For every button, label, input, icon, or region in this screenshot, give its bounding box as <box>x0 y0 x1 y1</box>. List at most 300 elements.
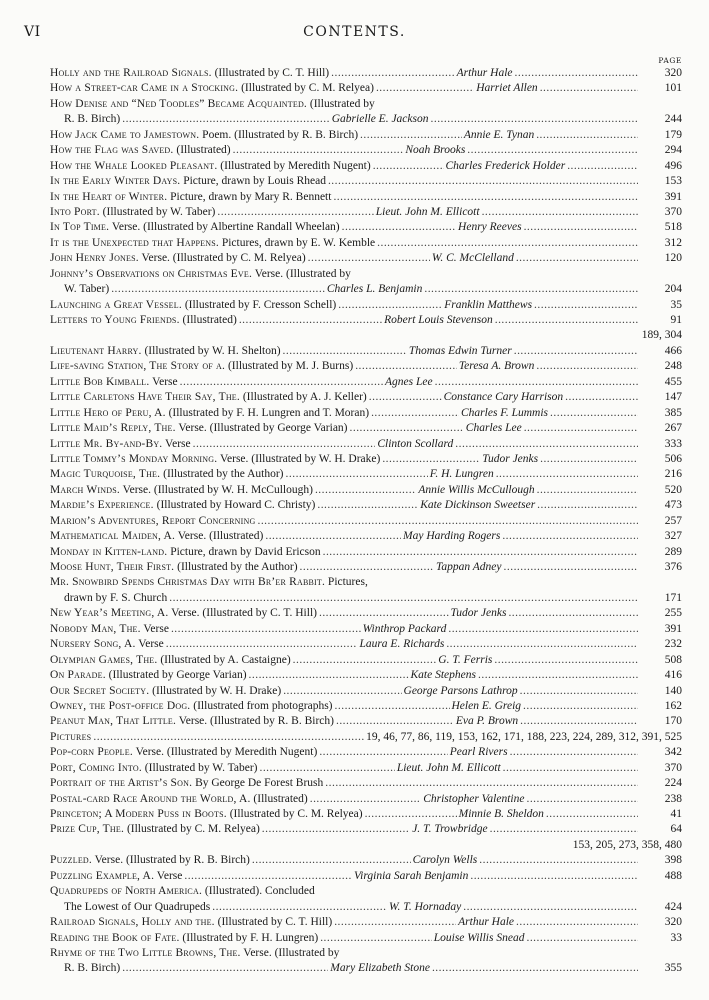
toc-entry <box>50 313 682 344</box>
entry-line <box>50 776 682 791</box>
entry-line <box>50 853 682 868</box>
entry-title: Little Bob Kimball. <box>50 375 150 388</box>
entry-line <box>50 406 682 421</box>
entry-title-wrap <box>50 545 321 560</box>
dot-leader <box>338 298 442 313</box>
entry-description-cont: drawn by F. S. Church <box>64 591 168 604</box>
entry-title: Little Mr. By-and-By. <box>50 437 163 450</box>
entry-description: Verse <box>162 437 191 450</box>
entry-page: 267 <box>664 422 682 435</box>
entry-title-wrap <box>50 498 315 513</box>
entry-page: 33 <box>670 931 682 944</box>
dot-leader <box>336 714 454 729</box>
toc-entry <box>50 359 682 374</box>
entry-title: Railroad Signals, Holly and the. <box>50 916 215 929</box>
entry-author: Tappan Adney <box>436 561 502 573</box>
entry-description: (Illustrated by F. Cresson Schell) <box>181 298 337 311</box>
entry-title-wrap <box>50 622 169 637</box>
entry-author: Virginia Sarah Benjamin <box>354 869 469 882</box>
entry-author: Charles Lee <box>465 422 522 435</box>
toc-entry <box>50 421 682 436</box>
toc-entry <box>50 869 682 884</box>
dot-leader <box>300 560 434 575</box>
entry-title: How Jack Came to Jamestown. <box>50 128 200 141</box>
dot-leader <box>262 822 410 837</box>
entry-page: 506 <box>664 452 682 465</box>
entry-title: Little Carletons Have Their Say, The. <box>50 391 240 404</box>
entry-title: Owney, the Post-office Dog. <box>50 699 191 712</box>
entry-line <box>50 97 682 112</box>
toc-entry <box>50 498 682 513</box>
entry-page: 147 <box>664 391 682 404</box>
dot-leader <box>432 961 638 976</box>
entry-author: Carolyn Wells <box>412 854 478 867</box>
entry-page: 473 <box>664 499 682 512</box>
entry-page: 455 <box>664 375 682 388</box>
dot-leader <box>169 591 638 606</box>
entry-title-wrap <box>50 745 317 760</box>
entry-title-wrap <box>50 714 334 729</box>
entry-description: (Illustrated by <box>307 97 375 110</box>
entry-author: Charles F. Lummis <box>461 406 549 419</box>
entry-author: Charles Frederick Holder <box>445 159 566 172</box>
entry-title-wrap <box>50 143 231 158</box>
entry-page: 398 <box>664 854 682 867</box>
entry-title: Lieutenant Harry. <box>50 344 142 357</box>
entry-description: (Illustrated from photographs) <box>190 699 333 712</box>
toc-entry <box>50 174 682 189</box>
dot-leader <box>334 915 456 930</box>
entry-line <box>50 282 682 297</box>
entry-title: Our Secret Society. <box>50 684 150 697</box>
entry-description-cont: R. B. Birch) <box>64 962 121 975</box>
dot-leader <box>504 560 638 575</box>
toc-entry <box>50 853 682 868</box>
entry-author: Minnie B. Sheldon <box>458 808 544 820</box>
entry-title: Port, Coming Into. <box>50 761 142 774</box>
entry-title-wrap <box>50 637 164 652</box>
entry-author: Gabrielle E. Jackson <box>331 113 429 126</box>
entry-title: Prize Cup, The. <box>50 823 125 836</box>
dot-leader <box>520 684 638 699</box>
entry-title: Quadrupeds of North America. <box>50 885 203 898</box>
entry-author: J. T. Trowbridge <box>412 823 488 836</box>
dot-leader <box>111 282 325 297</box>
dot-leader <box>171 622 361 637</box>
entry-author: Christopher Valentine <box>423 792 525 805</box>
toc-entry <box>50 66 682 81</box>
entry-title: Pop-corn People. <box>50 746 133 759</box>
entry-extra-pages-line <box>50 838 682 853</box>
toc-entry <box>50 236 682 251</box>
entry-description: Picture, drawn by Mary R. Bennett <box>167 190 332 203</box>
entry-title-wrap <box>50 575 368 590</box>
entry-page: 391 <box>664 190 682 203</box>
entry-description: Verse <box>135 638 164 651</box>
dot-leader <box>467 143 638 158</box>
entry-page: 289 <box>664 545 682 558</box>
toc-entry <box>50 375 682 390</box>
entry-author: Franklin Matthews <box>444 298 533 311</box>
entry-description: Verse. (Illustrated by George Varian) <box>175 422 348 435</box>
entry-title-wrap <box>50 807 363 822</box>
entry-author: Arthur Hale <box>456 67 513 79</box>
entry-description: (Illustrated by W. Taber) <box>99 205 216 218</box>
entry-line <box>50 390 682 405</box>
entry-title-wrap <box>50 606 317 621</box>
dot-leader <box>193 437 376 452</box>
dot-leader <box>342 220 456 235</box>
entry-title-wrap <box>50 776 323 791</box>
toc-entry <box>50 915 682 930</box>
entry-page: 35 <box>670 298 682 311</box>
entry-line <box>50 205 682 220</box>
entry-title-wrap <box>50 313 237 328</box>
entry-description: Verse <box>140 622 169 635</box>
entry-line <box>50 869 682 884</box>
dot-leader <box>463 900 638 915</box>
entry-page: 153 <box>664 175 682 188</box>
entry-page: 355 <box>664 962 682 975</box>
dot-leader <box>369 390 442 405</box>
entry-page: 391 <box>664 622 682 635</box>
page-column-label: PAGE <box>658 56 682 65</box>
entry-line <box>50 545 682 560</box>
entry-page: 327 <box>664 530 682 543</box>
entry-title: Pictures <box>50 730 92 743</box>
entry-line <box>50 946 682 961</box>
entry-line <box>50 514 682 529</box>
entry-title: In Top Time. <box>50 221 110 234</box>
dot-leader <box>180 375 383 390</box>
entry-line <box>50 884 682 899</box>
entry-author: Kate Stephens <box>410 669 476 682</box>
entry-title-wrap <box>50 869 182 884</box>
toc-entry <box>50 205 682 220</box>
dot-leader <box>377 236 638 251</box>
entry-author: Harriet Allen <box>476 82 538 95</box>
entry-author: Clinton Scollard <box>377 437 454 450</box>
entry-page: 424 <box>664 900 682 913</box>
toc-entry <box>50 807 682 822</box>
dot-leader <box>526 931 638 946</box>
entry-page: 162 <box>664 699 682 712</box>
entry-page: 294 <box>664 144 682 157</box>
entry-description: Verse. (Illustrated by <box>240 946 340 959</box>
entry-description: Picture, drawn by Louis Rhead <box>180 175 326 188</box>
entry-title: Nursery Song, A. <box>50 638 136 651</box>
entry-title-wrap <box>50 792 308 807</box>
entry-title: Little Tommy’s Monday Morning. <box>50 452 218 465</box>
entry-description: Verse. (Illustrated by Albertine Randall Wheelan) <box>109 221 340 234</box>
entry-line <box>50 174 682 189</box>
entry-title-wrap <box>50 437 191 452</box>
toc-entry <box>50 267 682 298</box>
entry-title-wrap <box>50 853 250 868</box>
entry-description: (Illustrated by A. J. Keller) <box>239 391 367 404</box>
dot-leader <box>293 653 437 668</box>
entry-description: Verse <box>154 869 183 882</box>
entry-page: 320 <box>664 916 682 929</box>
entry-title: Moose Hunt, Their First. <box>50 561 175 573</box>
entry-line <box>50 915 682 930</box>
entry-page: 224 <box>664 777 682 790</box>
entry-author: Constance Cary Harrison <box>443 391 564 404</box>
dot-leader <box>320 931 432 946</box>
dot-leader <box>233 143 404 158</box>
dot-leader <box>310 792 422 807</box>
entry-line <box>50 498 682 513</box>
entry-title: Launching a Great Vessel. <box>50 298 182 311</box>
dot-leader <box>331 66 454 81</box>
entry-extra-pages: 189, 304 <box>641 329 682 342</box>
dot-leader <box>122 112 330 127</box>
entry-title: Life-saving Station, The Story of a. <box>50 360 226 373</box>
entry-title: It is the Unexpected that Happens. <box>50 236 219 249</box>
page-title: CONTENTS. <box>303 24 406 40</box>
entry-page: 244 <box>664 113 682 126</box>
entry-title-wrap <box>50 128 358 143</box>
entry-description: (Illustrated by Meredith Nugent) <box>217 159 371 172</box>
toc-entry <box>50 931 682 946</box>
entry-title-wrap <box>50 684 281 699</box>
dot-leader <box>455 437 638 452</box>
entry-author: W. C. McClelland <box>431 252 514 265</box>
entry-title: Nobody Man, The. <box>50 622 141 635</box>
entry-title-wrap <box>50 190 331 205</box>
dot-leader <box>540 452 638 467</box>
dot-leader <box>537 498 638 513</box>
entry-author: Agnes Lee <box>385 375 433 388</box>
entry-title: Puzzling Example, A. <box>50 869 155 882</box>
entry-description: Verse. (Illustrated by C. M. Relyea) <box>138 252 306 265</box>
entry-description: (Illustrated by C. M. Relyea) <box>226 808 363 820</box>
entry-line <box>50 267 682 282</box>
entry-title-wrap <box>50 236 375 251</box>
entry-line <box>50 807 682 822</box>
toc-entry <box>50 143 682 158</box>
entry-title: Rhyme of the Two Little Browns, The. <box>50 946 241 959</box>
entry-description: (Illustrated by F. H. Lungren and T. Moran) <box>165 406 370 419</box>
entry-page: 508 <box>664 653 682 666</box>
entry-page: 496 <box>664 159 682 172</box>
dot-leader <box>537 483 638 498</box>
entry-title-wrap <box>50 560 298 575</box>
dot-leader <box>470 869 638 884</box>
entry-line <box>50 622 682 637</box>
entry-title-wrap <box>50 390 367 405</box>
dot-leader <box>319 745 447 760</box>
entry-page: 238 <box>664 792 682 805</box>
entry-line <box>50 668 682 683</box>
dot-leader <box>514 344 638 359</box>
entry-description: (Illustrated by the Author) <box>160 468 284 481</box>
dot-leader <box>431 112 639 127</box>
toc-entry <box>50 251 682 266</box>
table-of-contents <box>50 66 682 977</box>
entry-author: Noah Brooks <box>405 144 466 157</box>
dot-leader <box>508 606 638 621</box>
entry-page: 120 <box>664 252 682 265</box>
dot-leader <box>502 529 638 544</box>
entry-page: 204 <box>664 283 682 296</box>
entry-description: (Illustrated by George Varian) <box>105 669 247 682</box>
entry-title: Puzzled. <box>50 854 92 867</box>
entry-description: (Illustrated) <box>173 144 231 157</box>
entry-author: Laura E. Richards <box>359 638 445 651</box>
entry-title-wrap <box>50 298 336 313</box>
entry-author: Charles L. Benjamin <box>326 283 423 296</box>
dot-leader <box>376 81 474 96</box>
entry-page: 320 <box>664 67 682 79</box>
toc-entry <box>50 637 682 652</box>
toc-entry <box>50 190 682 205</box>
entry-description: (Illustrated by C. T. Hill) <box>211 67 330 79</box>
entry-title-wrap <box>50 915 332 930</box>
entry-page: 91 <box>670 314 682 326</box>
entry-title: Reading the Book of Fate. <box>50 931 180 944</box>
entry-page: 64 <box>670 823 682 836</box>
toc-entry <box>50 514 682 529</box>
toc-entry <box>50 483 682 498</box>
entry-line <box>50 653 682 668</box>
dot-leader <box>496 467 638 482</box>
toc-entry <box>50 884 682 915</box>
entry-description: Verse. (Illustrated by Meredith Nugent) <box>132 746 318 759</box>
dot-leader <box>360 128 462 143</box>
entry-title: On Parade. <box>50 669 106 682</box>
entry-title-wrap <box>50 359 353 374</box>
entry-title-wrap <box>50 220 340 235</box>
dot-leader <box>257 514 638 529</box>
entry-description: (Illustrated by F. H. Lungren) <box>179 931 319 944</box>
entry-page: 257 <box>664 514 682 527</box>
toc-entry <box>50 467 682 482</box>
entry-author: Mary Elizabeth Stone <box>330 962 430 975</box>
toc-entry <box>50 822 682 853</box>
entry-line <box>50 66 682 81</box>
entry-line <box>50 761 682 776</box>
entry-title-wrap <box>50 452 380 467</box>
dot-leader <box>536 359 638 374</box>
entry-title-wrap <box>50 668 247 683</box>
dot-leader <box>252 853 411 868</box>
dot-leader <box>333 190 638 205</box>
dot-leader <box>567 159 638 174</box>
entry-title: John Henry Jones. <box>50 252 139 265</box>
entry-title: March Winds. <box>50 483 120 496</box>
dot-leader <box>516 915 638 930</box>
entry-line <box>50 128 682 143</box>
dot-leader <box>184 869 352 884</box>
entry-author: G. T. Ferris <box>438 653 493 666</box>
entry-title: Little Hero of Peru, A. <box>50 406 166 419</box>
entry-page: 179 <box>664 128 682 141</box>
entry-page: 232 <box>664 638 682 651</box>
entry-line <box>50 560 682 575</box>
entry-line <box>50 159 682 174</box>
entry-title: Mathematical Maiden, A. <box>50 530 176 543</box>
toc-entry <box>50 792 682 807</box>
entry-description: Verse. (Illustrated by <box>252 267 351 280</box>
dot-leader <box>239 313 382 328</box>
entry-page: 41 <box>670 808 682 820</box>
entry-title-wrap <box>50 205 215 220</box>
dot-leader <box>350 421 464 436</box>
toc-entry <box>50 761 682 776</box>
dot-leader <box>283 684 401 699</box>
toc-entry <box>50 606 682 621</box>
dot-leader <box>478 668 638 683</box>
entry-line <box>50 251 682 266</box>
entry-subtitle: The Lowest of Our Quadrupeds <box>64 900 211 913</box>
dot-leader <box>323 545 638 560</box>
toc-entry <box>50 97 682 128</box>
toc-entry <box>50 946 682 977</box>
toc-entry <box>50 406 682 421</box>
dot-leader <box>283 344 407 359</box>
entry-line <box>50 961 682 976</box>
dot-leader <box>534 298 638 313</box>
entry-title-wrap <box>50 375 178 390</box>
dot-leader <box>510 745 638 760</box>
entry-page: 140 <box>664 684 682 697</box>
dot-leader <box>328 174 638 189</box>
entry-title: How the Flag was Saved. <box>50 144 174 157</box>
entry-title-wrap <box>50 66 329 81</box>
entry-title-wrap <box>50 251 306 266</box>
entry-page: 376 <box>664 561 682 573</box>
dot-leader <box>540 81 638 96</box>
entry-title: Letters to Young Friends. <box>50 314 180 326</box>
entry-title-wrap <box>50 946 339 961</box>
entry-title-wrap <box>50 761 257 776</box>
toc-entry <box>50 560 682 575</box>
page-number: VI <box>24 24 41 40</box>
entry-author: Tudor Jenks <box>450 607 507 620</box>
entry-line <box>50 575 682 590</box>
entry-line <box>50 298 682 313</box>
entry-title: How Denise and “Ned Toodles” Became Acquainted. <box>50 97 308 110</box>
dot-leader <box>565 390 638 405</box>
toc-entry <box>50 529 682 544</box>
entry-author: Helen E. Greig <box>451 699 522 712</box>
toc-entry <box>50 653 682 668</box>
entry-title-wrap <box>50 529 263 544</box>
toc-entry <box>50 437 682 452</box>
entry-title: New Year’s Meeting, A. <box>50 607 169 620</box>
entry-line <box>50 591 682 606</box>
toc-entry <box>50 81 682 96</box>
entry-author: Winthrop Packard <box>362 622 447 635</box>
entry-page: 520 <box>664 483 682 496</box>
toc-entry <box>50 452 682 467</box>
dot-leader <box>249 668 409 683</box>
entry-title: Holly and the Railroad Signals. <box>50 67 212 79</box>
entry-description: Verse. (Illustrated by C. T. Hill) <box>168 607 317 620</box>
toc-entry <box>50 668 682 683</box>
entry-title: Monday in Kitten-land. <box>50 545 168 558</box>
dot-leader <box>526 792 638 807</box>
entry-description: (Illustrated by M. J. Burns) <box>225 360 354 373</box>
entry-page: 171 <box>664 591 682 604</box>
toc-entry <box>50 575 682 606</box>
entry-line <box>50 900 682 915</box>
dot-leader <box>479 853 638 868</box>
dot-leader <box>93 730 364 745</box>
entry-line <box>50 792 682 807</box>
entry-description: (Illustrated by C. M. Relyea) <box>238 82 374 95</box>
